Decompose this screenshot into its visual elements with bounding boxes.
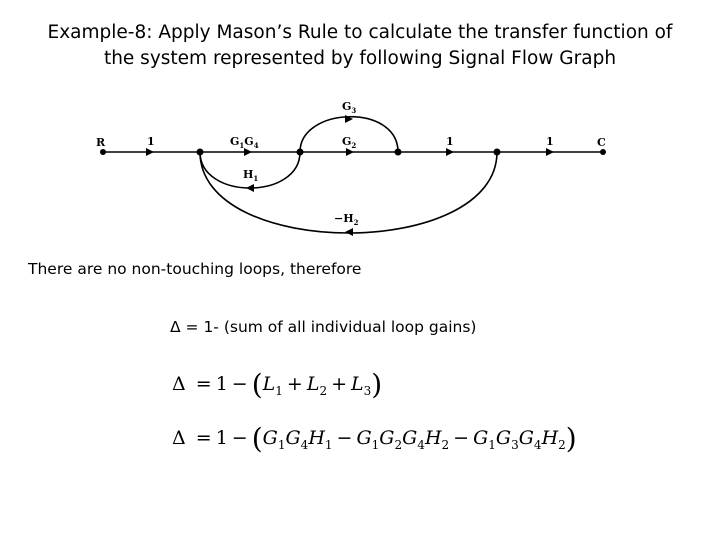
- label-branch-1c: 1: [546, 135, 554, 148]
- label-branch-1b: 1: [446, 135, 454, 148]
- signal-flow-graph: [0, 95, 720, 245]
- equation-2: $\Delta = 1 - (G_1G_4H_1 - G_1G_2G_4H_2 - G_1G_3G_4H_2)$: [172, 422, 577, 455]
- node-5: [494, 149, 501, 156]
- node-r: [100, 149, 106, 155]
- label-h2: $-H_2$: [334, 212, 359, 227]
- arrow-r-branch: [146, 148, 154, 156]
- arrow-1c-branch: [546, 148, 554, 156]
- page-title: [20, 20, 700, 72]
- label-g3: $G_3$: [342, 100, 357, 115]
- title-line-1: Example-8: Apply Mason’s Rule to calculate the transfer function of: [47, 22, 673, 43]
- label-g2: $G_2$: [342, 135, 357, 150]
- arrow-h2-loop: [345, 228, 353, 236]
- label-g1g4: $G_1G_4$: [230, 135, 259, 150]
- node-2: [197, 149, 204, 156]
- delta-definition: Δ = 1- (sum of all individual loop gains): [170, 318, 477, 336]
- label-c: C: [597, 136, 606, 149]
- label-branch-1: 1: [147, 135, 155, 148]
- title-line-2: the system represented by following Signal Flow Graph: [103, 48, 617, 69]
- node-4: [395, 149, 402, 156]
- arrow-1-branch: [446, 148, 454, 156]
- node-3: [297, 149, 304, 156]
- label-r: R: [96, 136, 106, 149]
- equation-1: $\Delta = 1 - (L_1 + L_2 + L_3)$: [172, 368, 383, 401]
- arrow-g1g4-branch: [244, 148, 252, 156]
- arrow-h1-loop: [246, 184, 254, 192]
- statement-text: There are no non-touching loops, therefore: [28, 260, 362, 278]
- node-c: [600, 149, 606, 155]
- label-h1: $H_1$: [243, 168, 259, 183]
